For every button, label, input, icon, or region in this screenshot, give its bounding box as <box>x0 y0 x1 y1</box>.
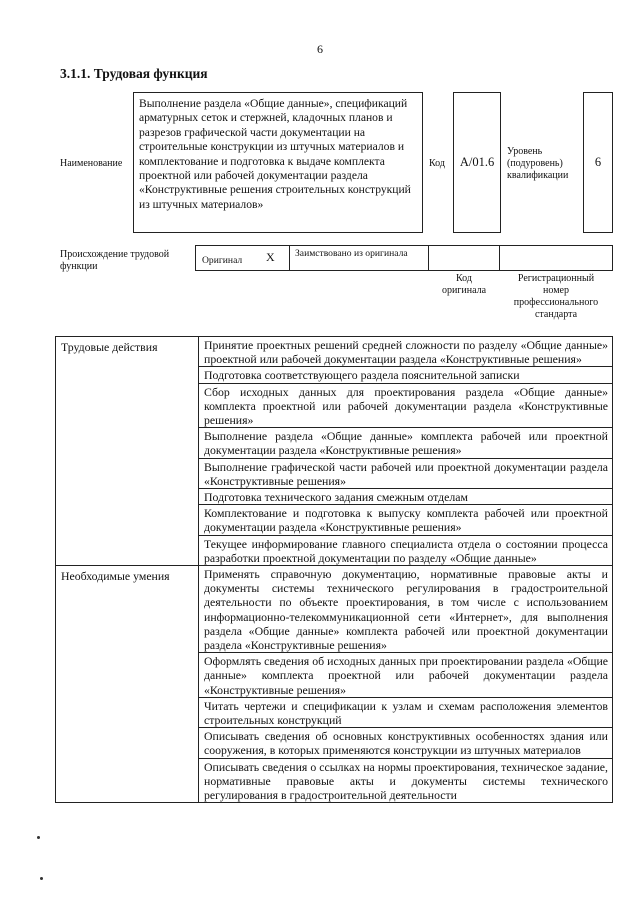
name-text: Выполнение раздела «Общие данные», спецификаций арматурных сеток и стержней, кладочных планов и разрезов графической части документации на строительные конструкции из штучных материалов и комплектование и подготовка к выдаче комплекта проектной или рабочей документации раздела «Конструктивные решения строительных конструкций из штучных материалов» <box>139 97 411 211</box>
code-original-caption: Код оригинала <box>441 273 487 296</box>
borrowed-cell <box>289 245 429 271</box>
labor-action-item: Выполнение раздела «Общие данные» комплекта рабочей или проектной документации раздела «Конструктивные решения» <box>199 428 613 458</box>
table-row <box>56 337 613 367</box>
original-label: Оригинал <box>202 255 243 266</box>
skill-item: Описывать сведения о ссылках на нормы проектирования, техническое задание, нормативные правовые акты и документы системы технического регулирования в градостроительной деятельности <box>199 758 613 803</box>
scan-speck <box>40 877 43 880</box>
borrowed-label: Заимствовано из оригинала <box>295 248 408 259</box>
reg-number-cell <box>499 245 613 271</box>
page-number: 6 <box>317 42 323 56</box>
original-cell <box>195 245 290 271</box>
level-label: Уровень (подуровень) квалификации <box>507 146 569 181</box>
section-title: 3.1.1. Трудовая функция <box>60 66 208 81</box>
table-row <box>56 566 613 653</box>
code-box <box>453 92 501 233</box>
name-label: Наименование <box>60 158 123 169</box>
code-label: Код <box>429 158 445 169</box>
level-value: 6 <box>594 155 602 169</box>
name-box <box>133 92 423 233</box>
labor-action-item: Принятие проектных решений средней сложности по разделу «Общие данные» проектной или рабочей документации раздела «Конструктивные решения» <box>199 337 613 367</box>
code-original-cell <box>428 245 500 271</box>
required-skills-heading: Необходимые умения <box>56 566 199 803</box>
labor-function-table <box>55 336 613 803</box>
skill-item: Описывать сведения об основных конструктивных особенностях здания или сооружения, в которых применяются конструкции из штучных материалов <box>199 728 613 758</box>
labor-action-item: Комплектование и подготовка к выпуску комплекта рабочей или проектной документации раздела «Конструктивные решения» <box>199 505 613 535</box>
reg-number-caption: Регистрационный номер профессионального стандарта <box>513 273 599 320</box>
labor-action-item: Сбор исходных данных для проектирования раздела «Общие данные» комплекта проектной или рабочей документации раздела «Конструктивные решения» <box>199 383 613 428</box>
labor-actions-heading: Трудовые действия <box>56 337 199 566</box>
labor-action-item: Подготовка соответствующего раздела пояснительной записки <box>199 367 613 383</box>
labor-action-item: Выполнение графической части рабочей или проектной документации раздела «Конструктивные решения» <box>199 458 613 488</box>
original-mark: X <box>266 250 275 264</box>
labor-action-item: Текущее информирование главного специалиста отдела о состоянии процесса разработки проектной документации по разделу «Общие данные» <box>199 535 613 565</box>
skill-item: Оформлять сведения об исходных данных при проектировании раздела «Общие данные» комплекта проектной или рабочей документации раздела «Конструктивные решения» <box>199 653 613 698</box>
level-box <box>583 92 613 233</box>
skill-item: Читать чертежи и спецификации к узлам и схемам расположения элементов строительных конструкций <box>199 697 613 727</box>
code-value: A/01.6 <box>459 155 495 169</box>
skill-item: Применять справочную документацию, нормативные правовые акты и документы системы технического регулирования в градостроительной деятельности по объекте проектирования, в том числе с использованием информационно-телекоммуникационной сети «Интернет», для выполнения раздела «Общие данные» комплекта рабочей или проектной документации раздела «Конструктивные решения» <box>199 566 613 653</box>
origin-label: Происхождение трудовой функции <box>60 249 170 272</box>
labor-action-item: Подготовка технического задания смежным отделам <box>199 489 613 505</box>
scan-speck <box>37 836 40 839</box>
